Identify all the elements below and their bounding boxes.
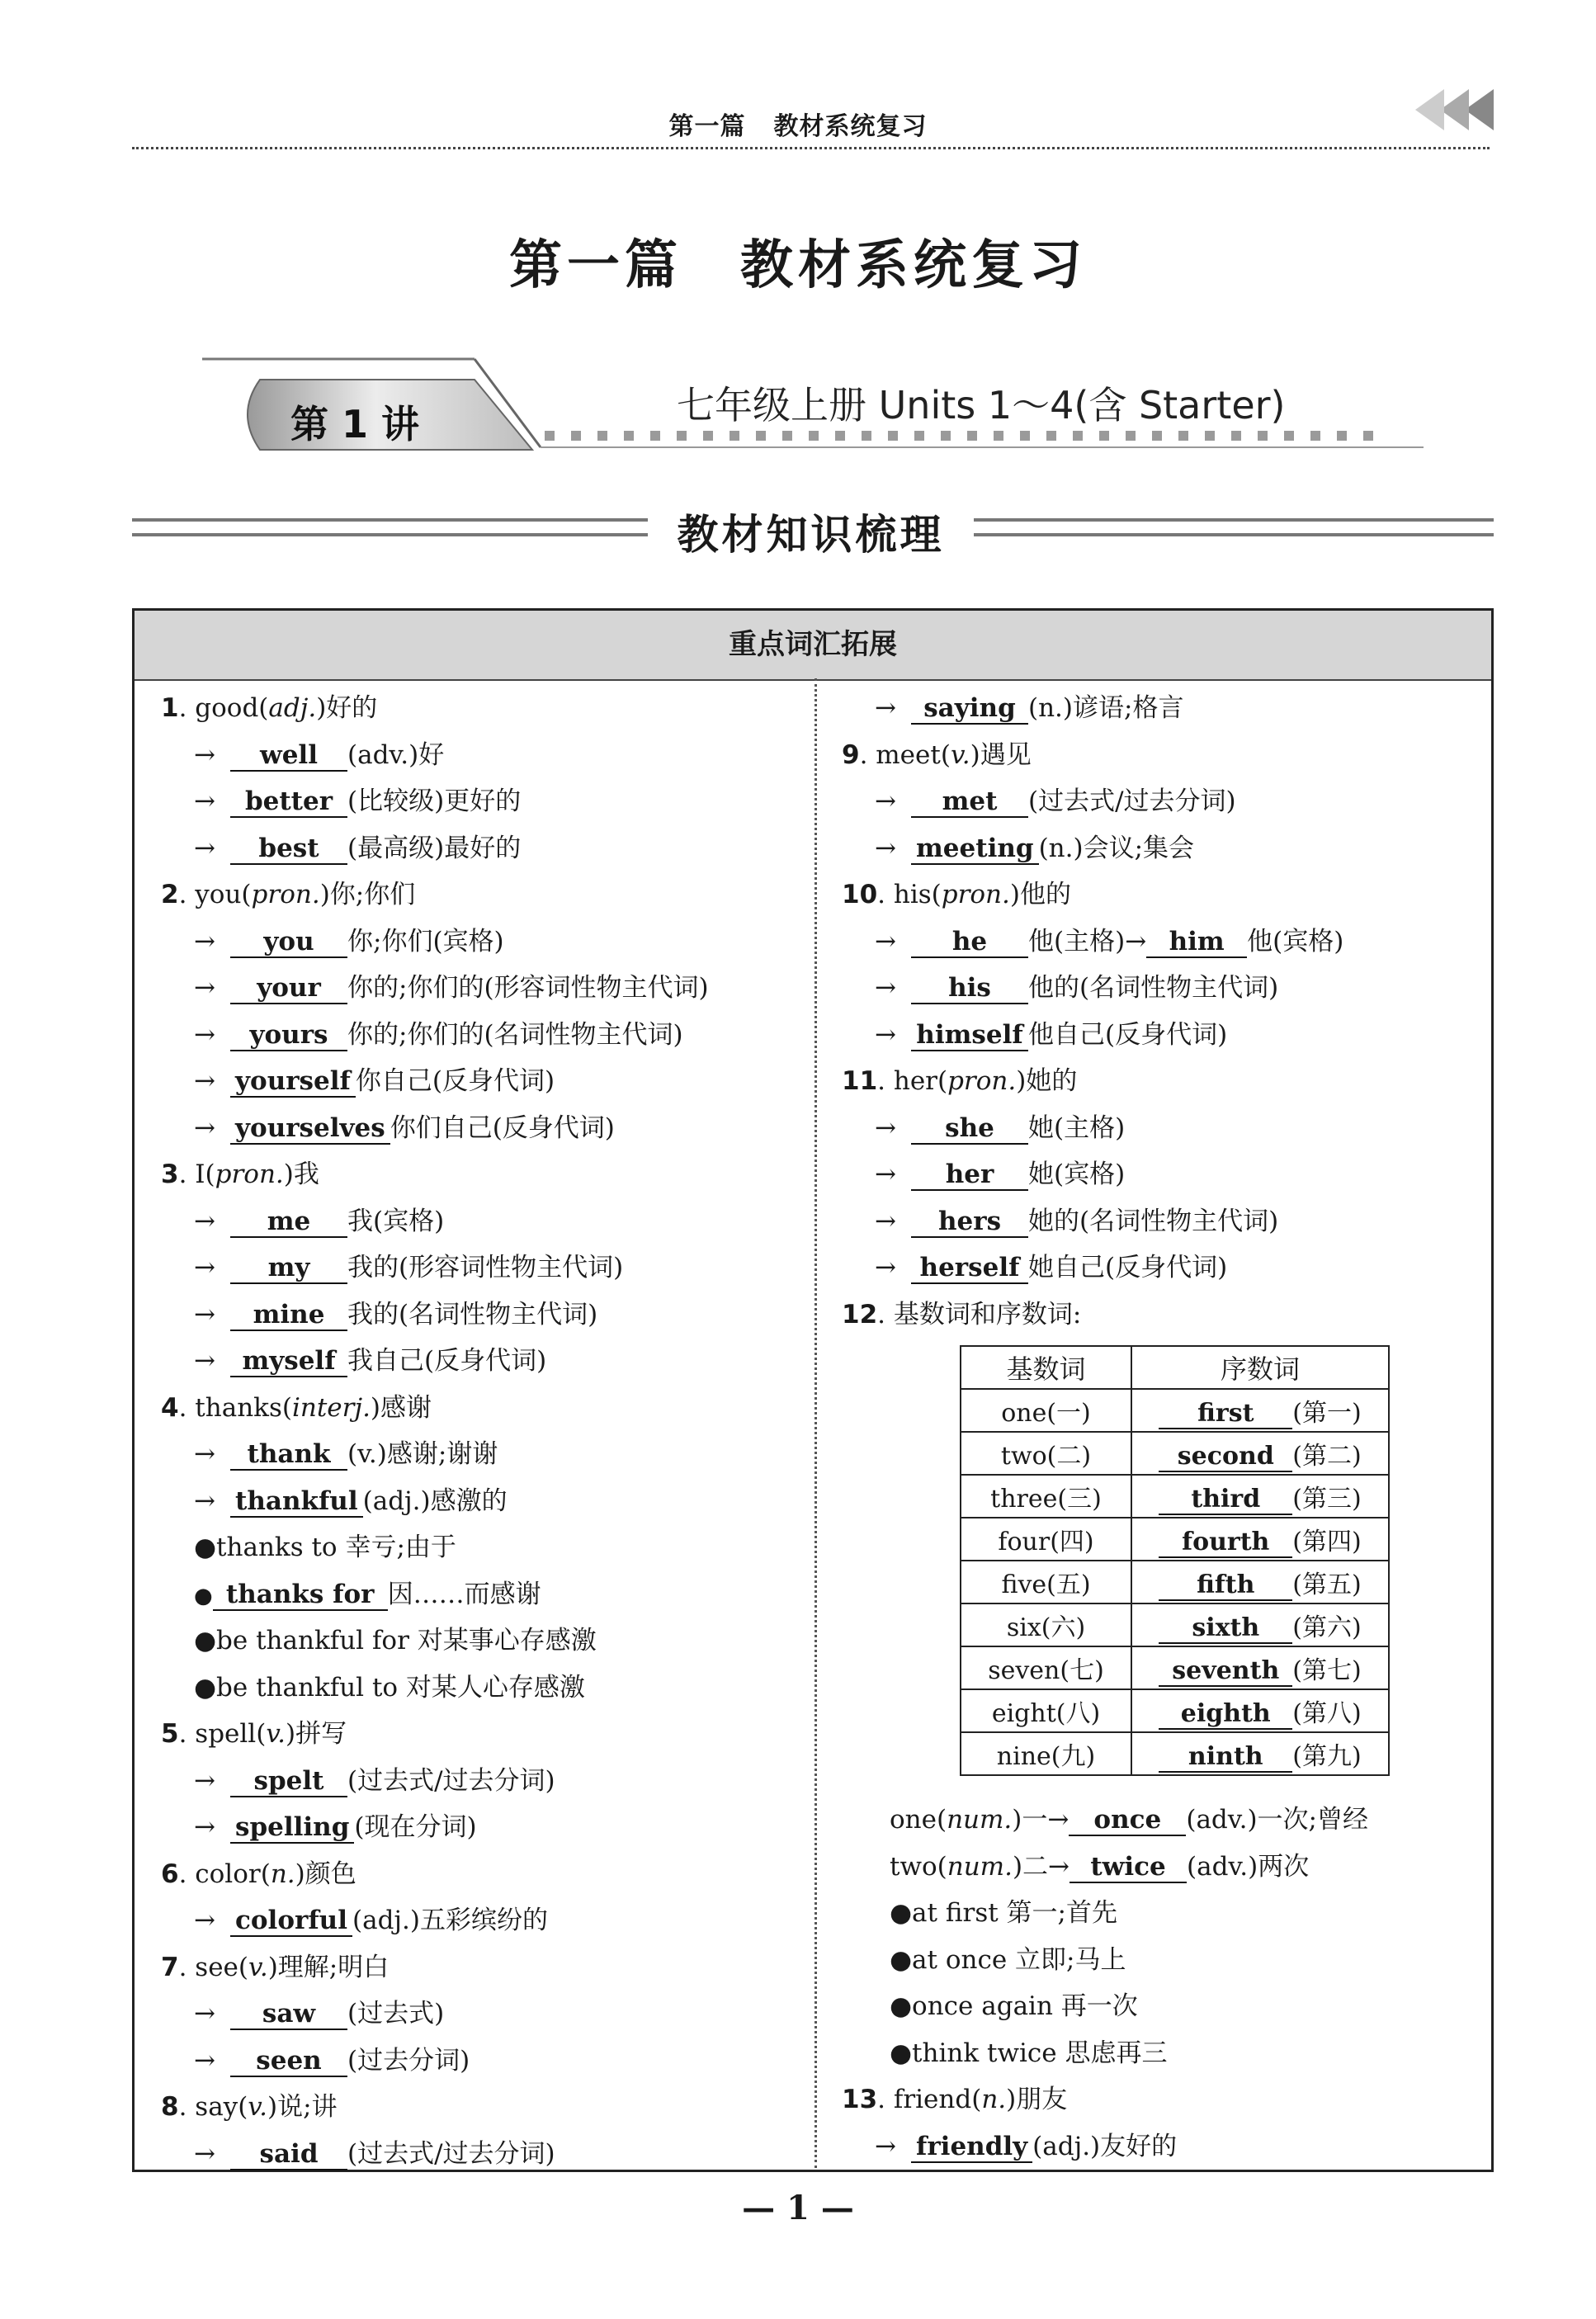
list-item	[194, 1904, 548, 1937]
answer-blank: ninth	[1159, 1743, 1292, 1773]
item-gloss: )理解;明白	[267, 1952, 390, 1982]
list-item	[875, 1112, 1125, 1145]
item-headword: . color(	[178, 1859, 271, 1889]
answer-blank: he	[911, 927, 1028, 958]
item-gloss: (现在分词)	[354, 1812, 477, 1842]
cardinal-cell: nine(九)	[961, 1732, 1131, 1775]
item-gloss: (过去分词)	[347, 2045, 470, 2076]
list-item	[842, 739, 1032, 772]
list-item	[875, 1205, 1278, 1238]
list-item	[194, 2044, 470, 2077]
ordinal-gloss: (第五)	[1292, 1570, 1362, 1599]
list-item	[890, 1990, 1138, 2023]
list-item	[875, 832, 1194, 865]
section-title: 教材知识梳理	[677, 511, 945, 559]
item-headword: two(	[890, 1851, 947, 1882]
answer-blank: first	[1159, 1400, 1292, 1429]
item-gloss: 我自己(反身代词)	[347, 1346, 547, 1376]
arrow-icon: →	[194, 1906, 215, 1935]
ordinal-cell	[1131, 1475, 1389, 1518]
answer-blank: eighth	[1159, 1700, 1292, 1730]
answer-blank: your	[230, 973, 347, 1004]
phrase: ●think twice 思虑再三	[890, 2038, 1168, 2068]
item-gloss: 我的(名词性物主代词)	[347, 1299, 598, 1330]
arrow-icon: →	[194, 1299, 215, 1330]
lesson-badge: 第 1 讲	[290, 402, 420, 446]
list-item	[875, 1251, 1227, 1284]
list-item	[194, 2137, 555, 2170]
item-headword: . I(	[178, 1160, 215, 1189]
item-number: 7	[161, 1952, 179, 1982]
running-head-name: 教材系统复习	[773, 112, 928, 141]
arrow-icon: →	[875, 2131, 896, 2161]
section-rule-left	[132, 518, 648, 536]
ordinal-gloss: (第六)	[1292, 1613, 1362, 1642]
list-item	[194, 1811, 477, 1844]
answer-blank: fourth	[1159, 1528, 1292, 1558]
item-number: 12	[842, 1299, 878, 1330]
running-head	[0, 106, 1596, 142]
list-item	[842, 878, 1071, 911]
part-of-speech: pron.	[947, 1066, 1017, 1096]
item-number: 5	[161, 1719, 179, 1749]
item-gloss: )拼写	[286, 1719, 347, 1749]
answer-blank: myself	[230, 1346, 347, 1377]
item-headword: one(	[890, 1805, 947, 1835]
list-item	[161, 692, 377, 725]
arrow-icon: →	[194, 1346, 215, 1376]
answer-blank: she	[911, 1113, 1028, 1145]
item-headword: . thanks(	[178, 1392, 292, 1423]
answer-blank: seen	[230, 2046, 347, 2077]
arrow-icon: →	[194, 833, 215, 863]
list-item	[842, 2083, 1067, 2116]
phrase: ●once again 再一次	[890, 1991, 1138, 2021]
answer-blank: yourself	[230, 1066, 356, 1098]
arrow-icon: →	[875, 786, 896, 816]
list-item	[161, 878, 415, 911]
list-item	[890, 1896, 1117, 1929]
list-item	[194, 785, 521, 818]
list-item	[161, 2090, 338, 2123]
item-gloss: )感谢	[370, 1392, 432, 1423]
list-item	[890, 2037, 1167, 2070]
vocabulary-box-title: 重点词汇拓展	[135, 611, 1491, 681]
arrow-icon: →	[875, 693, 896, 723]
lesson-title: 七年级上册 Units 1～4(含 Starter)	[677, 383, 1286, 427]
bullet-icon: ●	[194, 1583, 213, 1608]
list-item	[194, 1764, 555, 1797]
list-item	[161, 1717, 347, 1750]
item-gloss: 你自己(反身代词)	[355, 1066, 555, 1096]
part-of-speech: pron.	[941, 880, 1010, 909]
cardinal-cell: six(六)	[961, 1603, 1131, 1646]
answer-blank: mine	[230, 1300, 347, 1331]
list-item	[194, 971, 709, 1004]
item-gloss: (过去式/过去分词)	[347, 2138, 555, 2169]
part-of-speech: pron.	[215, 1160, 284, 1189]
table-row	[961, 1646, 1389, 1689]
table-row	[961, 1732, 1389, 1775]
arrow-icon: →	[875, 1019, 896, 1050]
arrow-icon: →	[194, 2138, 215, 2169]
item-number: 1	[161, 693, 179, 723]
arrow-icon: →	[875, 1160, 896, 1189]
column-divider	[815, 678, 817, 2168]
item-headword: . meet(	[859, 739, 951, 770]
part-of-speech: n.	[981, 2085, 1007, 2114]
item-gloss: 因……而感谢	[387, 1579, 541, 1609]
page-number: — 1 —	[742, 2189, 854, 2227]
item-gloss: 他自己(反身代词)	[1028, 1019, 1228, 1050]
phrase: ●at first 第一;首先	[890, 1898, 1118, 1928]
ordinal-gloss: (第一)	[1292, 1398, 1362, 1428]
item-gloss: (adj.)感激的	[362, 1485, 508, 1516]
ordinal-cell	[1131, 1561, 1389, 1603]
answer-blank: thanks for	[213, 1580, 388, 1611]
item-gloss: (最高级)最好的	[347, 833, 522, 863]
list-item	[194, 1065, 555, 1098]
phrase: ●be thankful to 对某人心存感激	[194, 1672, 585, 1703]
answer-blank: hers	[911, 1207, 1028, 1238]
list-item	[194, 1112, 615, 1145]
item-gloss: 你的;你们的(形容词性物主代词)	[347, 973, 709, 1003]
item-gloss: 她自己(反身代词)	[1028, 1253, 1228, 1282]
item-gloss: (v.)感谢;谢谢	[347, 1439, 498, 1469]
arrow-icon: →	[194, 1253, 215, 1282]
item-gloss: (adj.)友好的	[1032, 2131, 1178, 2161]
item-gloss: (adj.)五彩缤纷的	[352, 1906, 548, 1935]
item-number: 6	[161, 1859, 179, 1889]
item-number: 3	[161, 1160, 179, 1189]
arrow-icon: →	[875, 833, 896, 863]
list-item	[194, 1205, 444, 1238]
phrase: ●at once 立即;马上	[890, 1944, 1126, 1975]
list-item	[875, 692, 1183, 725]
item-gloss: )说;讲	[267, 2092, 338, 2122]
arrow-icon: →	[194, 786, 215, 816]
answer-blank: me	[230, 1207, 347, 1238]
list-item	[161, 1391, 432, 1424]
item-number: 10	[842, 880, 878, 909]
table-row	[961, 1518, 1389, 1561]
answer-blank: twice	[1070, 1852, 1187, 1883]
arrow-icon: →	[194, 1206, 215, 1236]
answer-blank: fifth	[1159, 1571, 1292, 1601]
answer-blank: her	[911, 1160, 1028, 1191]
list-item	[161, 1951, 389, 1984]
part-of-speech: adj.	[268, 693, 317, 723]
item-gloss: )你;你们	[319, 880, 416, 909]
arrow-icon: →	[194, 973, 215, 1003]
item-gloss: )她的	[1016, 1066, 1078, 1096]
part-of-speech: interj.	[291, 1392, 371, 1423]
item-gloss: )他的	[1009, 880, 1071, 909]
item-gloss: 你的;你们的(名词性物主代词)	[347, 1019, 683, 1050]
ordinal-gloss: (第八)	[1292, 1698, 1362, 1728]
list-item	[875, 925, 1343, 958]
answer-blank: saw	[230, 1999, 347, 2030]
list-item	[194, 832, 521, 865]
part-of-speech: v.	[950, 739, 970, 770]
answer-blank: his	[911, 973, 1028, 1004]
ordinal-cell	[1131, 1432, 1389, 1475]
item-gloss: (adv.)好	[347, 739, 445, 770]
page-title-part: 第一篇	[509, 235, 682, 296]
list-item	[875, 1018, 1227, 1051]
part-of-speech: num.	[947, 1805, 1013, 1835]
list-item	[875, 2130, 1177, 2163]
table-row	[961, 1603, 1389, 1646]
list-item	[875, 1158, 1125, 1191]
item-headword: . her(	[877, 1066, 948, 1096]
phrase: ●thanks to 幸亏;由于	[194, 1533, 456, 1562]
item-gloss: )朋友	[1006, 2085, 1068, 2114]
answer-blank: herself	[911, 1253, 1028, 1284]
item-gloss: )遇见	[970, 739, 1032, 770]
arrow-icon: →	[194, 1485, 215, 1516]
item-headword: . 基数词和序数词:	[877, 1299, 1082, 1330]
answer-blank: colorful	[230, 1906, 352, 1937]
cardinal-cell: seven(七)	[961, 1646, 1131, 1689]
ordinal-gloss: (第二)	[1292, 1441, 1362, 1471]
cardinal-cell: four(四)	[961, 1518, 1131, 1561]
list-item	[842, 1065, 1077, 1098]
ordinal-table-header-cardinal: 基数词	[961, 1346, 1131, 1389]
list-item	[194, 1438, 498, 1471]
part-of-speech: n.	[270, 1859, 295, 1889]
list-item	[842, 1298, 1081, 1331]
part-of-speech: pron.	[251, 880, 320, 909]
list-item	[875, 971, 1278, 1004]
item-number: 13	[842, 2085, 878, 2114]
arrow-icon: →	[875, 1112, 896, 1143]
table-row	[961, 1689, 1389, 1732]
item-gloss: 她(主格)	[1028, 1112, 1126, 1143]
item-gloss: 你;你们(宾格)	[347, 926, 504, 956]
item-gloss: (adv.)一次;曾经	[1186, 1805, 1368, 1835]
item-headword: . see(	[178, 1952, 248, 1982]
cardinal-cell: two(二)	[961, 1432, 1131, 1475]
arrow-icon: →	[194, 1765, 215, 1796]
item-number: 4	[161, 1392, 179, 1423]
item-gloss: (比较级)更好的	[347, 786, 522, 816]
ordinal-cell	[1131, 1689, 1389, 1732]
item-number: 9	[842, 739, 860, 770]
triple-arrow-icon	[1386, 81, 1494, 139]
arrow-icon: →	[875, 973, 896, 1003]
list-item	[194, 739, 444, 772]
ordinal-table-header-ordinal: 序数词	[1131, 1346, 1389, 1389]
item-headword: . say(	[178, 2092, 248, 2122]
ordinal-cell	[1131, 1603, 1389, 1646]
list-item	[890, 1803, 1368, 1836]
ordinal-table	[960, 1345, 1390, 1776]
answer-blank: meeting	[911, 834, 1039, 865]
table-row	[961, 1389, 1389, 1432]
list-item	[194, 1997, 444, 2030]
item-headword: . good(	[178, 693, 269, 723]
item-gloss: 他(主格)→	[1028, 926, 1147, 956]
answer-blank: seventh	[1159, 1657, 1292, 1687]
item-gloss: 她的(名词性物主代词)	[1028, 1206, 1279, 1236]
cardinal-cell: three(三)	[961, 1475, 1131, 1518]
list-item	[194, 1298, 597, 1331]
answer-blank: once	[1069, 1805, 1186, 1836]
answer-blank: said	[230, 2139, 347, 2170]
answer-blank: met	[911, 786, 1028, 818]
list-item	[194, 925, 504, 958]
item-gloss: 他的(名词性物主代词)	[1028, 973, 1279, 1003]
answer-blank: yours	[230, 1020, 347, 1051]
item-gloss: )颜色	[295, 1859, 357, 1889]
phrase: ●be thankful for 对某事心存感激	[194, 1626, 597, 1655]
table-row	[961, 1561, 1389, 1603]
ordinal-gloss: (第七)	[1292, 1655, 1362, 1685]
answer-blank: himself	[911, 1020, 1028, 1051]
cardinal-cell: eight(八)	[961, 1689, 1131, 1732]
item-headword: . you(	[178, 880, 252, 909]
page-title-name: 教材系统复习	[740, 235, 1087, 296]
arrow-icon: →	[875, 926, 896, 956]
running-head-part: 第一篇	[668, 112, 746, 141]
answer-blank: third	[1159, 1485, 1292, 1515]
ordinal-gloss: (第九)	[1292, 1741, 1362, 1771]
item-number: 8	[161, 2092, 179, 2122]
arrow-icon: →	[875, 1206, 896, 1236]
item-gloss: 你们自己(反身代词)	[390, 1112, 615, 1143]
item-headword: . spell(	[178, 1719, 267, 1749]
section-rule-right	[974, 518, 1494, 536]
item-gloss: (过去式/过去分词)	[347, 1765, 555, 1796]
list-item	[194, 1578, 541, 1611]
arrow-icon: →	[194, 1999, 215, 2029]
list-item	[890, 1850, 1309, 1883]
item-gloss: )二→	[1012, 1851, 1070, 1882]
list-item	[161, 1158, 319, 1191]
arrow-icon: →	[194, 1019, 215, 1050]
part-of-speech: num.	[947, 1851, 1013, 1882]
ordinal-gloss: (第四)	[1292, 1527, 1362, 1556]
item-gloss: 我的(形容词性物主代词)	[347, 1253, 624, 1282]
part-of-speech: v.	[266, 1719, 286, 1749]
list-item	[194, 1018, 683, 1051]
arrow-icon: →	[194, 1112, 215, 1143]
part-of-speech: v.	[248, 1952, 268, 1982]
part-of-speech: v.	[248, 2092, 267, 2122]
answer-blank: my	[230, 1253, 347, 1284]
table-row	[961, 1475, 1389, 1518]
ordinal-cell	[1131, 1389, 1389, 1432]
answer-blank: better	[230, 786, 347, 818]
table-row	[961, 1432, 1389, 1475]
list-item	[875, 785, 1236, 818]
item-gloss: 他(宾格)	[1247, 926, 1344, 956]
list-item	[161, 1858, 357, 1891]
answer-blank: spelt	[230, 1766, 347, 1797]
list-item	[194, 1531, 456, 1564]
ordinal-cell	[1131, 1732, 1389, 1775]
arrow-icon: →	[194, 926, 215, 956]
arrow-icon: →	[194, 1439, 215, 1469]
item-gloss: (过去式/过去分词)	[1028, 786, 1236, 816]
answer-blank: him	[1146, 927, 1247, 958]
arrow-icon: →	[194, 1066, 215, 1096]
ordinal-cell	[1131, 1646, 1389, 1689]
answer-blank: second	[1159, 1443, 1292, 1472]
answer-blank: saying	[911, 693, 1028, 725]
answer-blank: sixth	[1159, 1614, 1292, 1644]
ordinal-gloss: (第三)	[1292, 1484, 1362, 1514]
item-number: 11	[842, 1066, 878, 1096]
item-headword: . his(	[877, 880, 942, 909]
answer-blank: best	[230, 834, 347, 865]
arrow-icon: →	[194, 739, 215, 770]
item-gloss: (n.)会议;集会	[1038, 833, 1195, 863]
answer-blank: yourselves	[230, 1113, 390, 1145]
list-item	[194, 1671, 585, 1704]
list-item	[194, 1344, 546, 1377]
list-item	[890, 1944, 1126, 1977]
header-rule	[132, 147, 1490, 149]
arrow-icon: →	[875, 1253, 896, 1282]
list-item	[194, 1251, 623, 1284]
item-gloss: (过去式)	[347, 1999, 445, 2029]
item-gloss: )一→	[1012, 1805, 1070, 1835]
answer-blank: friendly	[911, 2132, 1032, 2163]
item-gloss: )好的	[316, 693, 378, 723]
arrow-icon: →	[194, 1812, 215, 1842]
item-gloss: (adv.)两次	[1187, 1851, 1310, 1882]
ordinal-cell	[1131, 1518, 1389, 1561]
item-number: 2	[161, 880, 179, 909]
cardinal-cell: five(五)	[961, 1561, 1131, 1603]
answer-blank: thankful	[230, 1486, 363, 1518]
item-gloss: 我(宾格)	[347, 1206, 445, 1236]
page-title	[0, 223, 1596, 299]
item-gloss: )我	[283, 1160, 319, 1189]
answer-blank: spelling	[230, 1812, 354, 1844]
item-gloss: (n.)谚语;格言	[1028, 693, 1184, 723]
arrow-icon: →	[194, 2045, 215, 2076]
answer-blank: you	[230, 927, 347, 958]
answer-blank: thank	[230, 1439, 347, 1471]
answer-blank: well	[230, 740, 347, 772]
cardinal-cell: one(一)	[961, 1389, 1131, 1432]
list-item	[194, 1485, 508, 1518]
item-headword: . friend(	[877, 2085, 982, 2114]
item-gloss: 她(宾格)	[1028, 1160, 1126, 1189]
list-item	[194, 1624, 597, 1657]
